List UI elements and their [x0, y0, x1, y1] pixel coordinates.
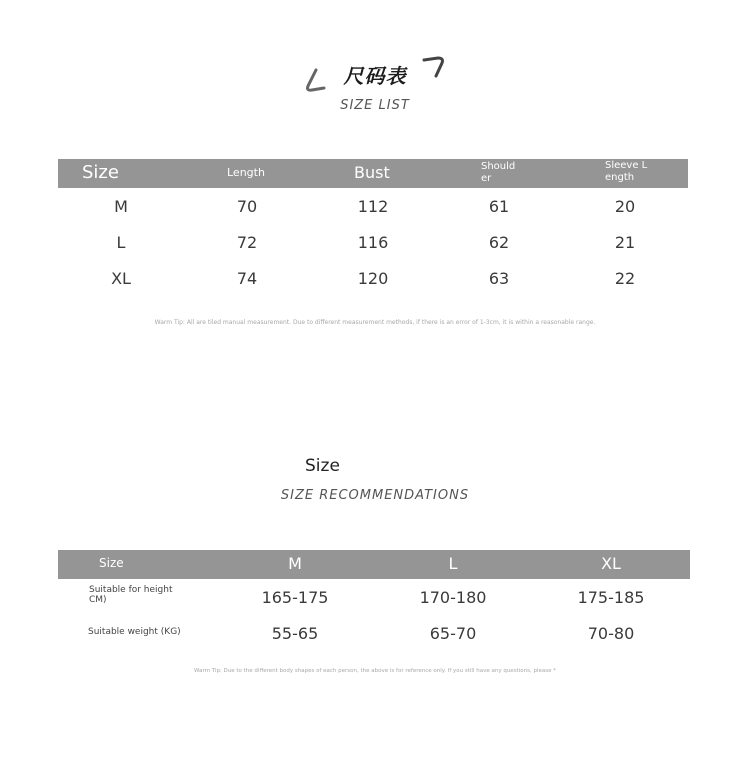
header-shoulder-line1: Should	[481, 161, 516, 172]
cell-weight-l: 65-70	[429, 624, 477, 643]
size-list-tip: Warm Tip: All are tiled manual measurement. Due to different measurement methods, if there is an error of 1-3cm, it is within a reasonable range.	[154, 319, 596, 326]
cell-bust: 112	[357, 197, 389, 216]
row-label-weight: Suitable weight (KG)	[88, 627, 181, 637]
recommendations-subtitle: SIZE RECOMMENDATIONS	[280, 488, 470, 503]
cell-height-l: 170-180	[419, 588, 487, 607]
cell-shoulder: 63	[488, 269, 510, 288]
recommendations-tip: Warm Tip: Due to the different body shapes of each person, the above is for reference only. If you still have any questions, please *	[194, 668, 556, 674]
header-sleeve-length	[605, 160, 647, 184]
cell-shoulder: 61	[488, 197, 510, 216]
cell-shoulder: 62	[488, 233, 510, 252]
cell-size: M	[114, 197, 128, 216]
size-list-subtitle: SIZE LIST	[340, 98, 410, 113]
header-shoulder-line2: er	[481, 173, 492, 184]
recommendations-title: Size	[305, 456, 340, 476]
cell-sleeve: 20	[614, 197, 636, 216]
size-list-header	[58, 159, 688, 188]
cell-weight-m: 55-65	[271, 624, 319, 643]
header-size: Size	[82, 162, 119, 183]
cell-weight-xl: 70-80	[587, 624, 635, 643]
header-m: M	[288, 554, 302, 573]
header-length: Length	[227, 166, 265, 179]
cell-height-m: 165-175	[261, 588, 329, 607]
cell-size: L	[116, 233, 126, 252]
cell-bust: 116	[357, 233, 389, 252]
row-label-height	[89, 585, 173, 605]
row-label-height-line2: CM)	[89, 595, 107, 605]
cell-length: 70	[236, 197, 258, 216]
cell-length: 72	[236, 233, 258, 252]
cell-height-xl: 175-185	[577, 588, 645, 607]
cell-bust: 120	[357, 269, 389, 288]
header-shoulder	[481, 161, 515, 185]
header-size: Size	[99, 556, 124, 570]
header-l: L	[448, 554, 458, 573]
recommendations-header	[58, 550, 690, 579]
cell-size: XL	[111, 269, 131, 288]
header-bust: Bust	[354, 163, 390, 182]
cell-sleeve: 21	[614, 233, 636, 252]
cell-sleeve: 22	[614, 269, 636, 288]
row-label-height-line1: Suitable for height	[89, 585, 173, 595]
size-list-title: 尺码表	[343, 64, 407, 88]
header-sleeve-line2: ength	[605, 172, 635, 183]
cell-length: 74	[236, 269, 258, 288]
header-xl: XL	[601, 554, 621, 573]
header-sleeve-line1: Sleeve L	[605, 160, 648, 171]
